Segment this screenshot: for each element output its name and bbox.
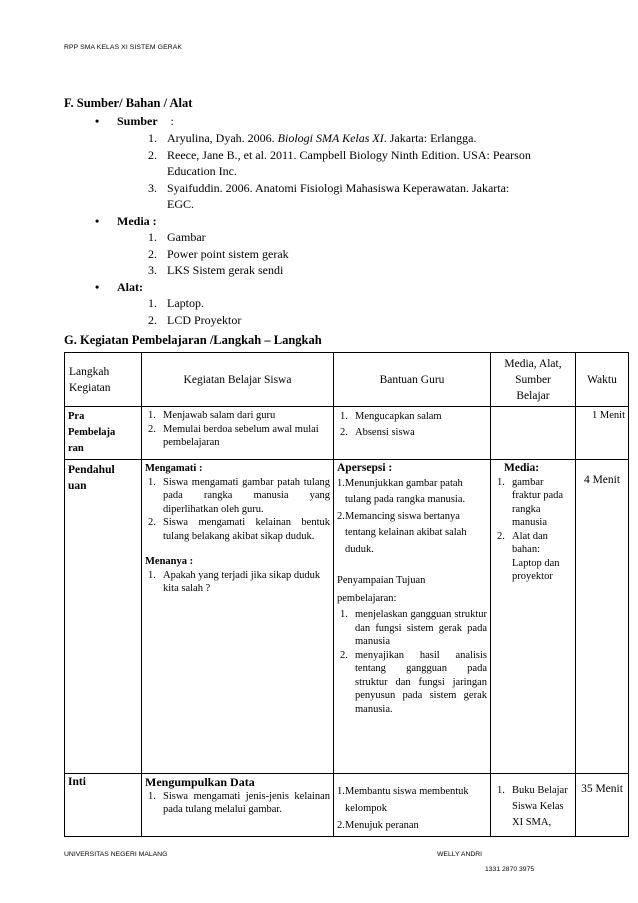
list-item: 1. Membantu siswa membentuk kelompok	[337, 786, 469, 814]
bantuan-inti	[334, 774, 491, 837]
table-row-inti	[65, 774, 629, 837]
media-inti	[491, 774, 576, 837]
sumber-colon: :	[170, 114, 174, 128]
list-item: 1. Menjawab salam dari guru	[148, 410, 276, 421]
header-waktu: Waktu	[576, 353, 629, 407]
footer-nim: 1331 2870 3975	[485, 866, 535, 873]
kegiatan-inti	[142, 774, 334, 837]
list-item: 2. Menujuk peranan	[337, 820, 419, 831]
mengamati-title: Mengamati :	[145, 463, 203, 474]
sumber-label: Sumber	[117, 114, 158, 128]
header-bantuan: Bantuan Guru	[334, 353, 491, 407]
list-item: 1. menjelaskan gangguan struktur dan fungsi sistem gerak pada manusia	[340, 609, 487, 647]
list-item: 1. Menunjukkan gambar patah tulang pada rangka manusia.	[337, 477, 466, 505]
mengumpulkan-title: Mengumpulkan Data	[145, 775, 255, 789]
list-item: 1. gambar fraktur pada rangka manusia	[497, 476, 564, 528]
bullet-icon: •	[95, 114, 100, 128]
header-langkah: Langkah Kegiatan	[65, 353, 142, 407]
list-item: 1. Buku Belajar Siswa Kelas XI SMA,	[497, 785, 568, 828]
kegiatan-pra	[142, 407, 334, 460]
bullet-icon: •	[95, 280, 100, 294]
list-item: 2. Siswa mengamati kelainan bentuk tulang belakang akibat sikap duduk.	[148, 517, 330, 542]
media-label: Media :	[117, 214, 157, 228]
table-row-pra	[65, 407, 629, 460]
tujuan-title: Penyampaian Tujuan pembelajaran:	[337, 575, 426, 604]
bullet-icon: •	[95, 214, 100, 228]
list-item: 2. Memancing siswa bertanya tentang kelainan akibat salah duduk.	[337, 510, 467, 555]
list-item: 2. menyajikan hasil analisis tentang gangguan pada struktur dan fungsi jaringan penyusun pada sistem gerak manusia.	[340, 649, 487, 715]
list-item: 2. Absensi siswa	[340, 427, 415, 438]
table-row-pendahuluan	[65, 460, 629, 774]
list-item: 2. Memulai berdoa sebelum awal mulai pembelajaran	[148, 423, 319, 448]
header-kegiatan: Kegiatan Belajar Siswa	[142, 353, 334, 407]
apersepsi-title: Apersepsi :	[337, 462, 393, 474]
bantuan-pendahuluan	[334, 460, 491, 774]
list-item: 1. Apakah yang terjadi jika sikap duduk kita salah ?	[148, 569, 321, 594]
footer-author: WELLY ANDRI	[437, 851, 483, 858]
running-header: RPP SMA KELAS XI SISTEM GERAK	[64, 44, 182, 51]
kegiatan-pendahuluan	[142, 460, 334, 774]
table-header-row	[65, 353, 629, 407]
alat-label: Alat:	[117, 280, 143, 294]
list-item: 1. Mengucapkan salam	[340, 411, 442, 422]
langkah-inti: Inti	[65, 774, 142, 837]
waktu-inti: 35 Menit	[576, 774, 629, 837]
waktu-pra: 1 Menit	[576, 407, 629, 460]
kegiatan-table	[64, 352, 629, 837]
langkah-pendahuluan: Pendahul uan	[65, 460, 142, 774]
section-g-title: G. Kegiatan Pembelajaran /Langkah – Langkah	[64, 333, 322, 347]
langkah-pra: Pra Pembelaja ran	[65, 407, 142, 460]
waktu-pendahuluan: 4 Menit	[576, 460, 629, 774]
bantuan-pra	[334, 407, 491, 460]
section-f-title: F. Sumber/ Bahan / Alat	[64, 96, 193, 110]
list-item: 2. Alat dan bahan: Laptop dan proyektor	[497, 530, 560, 582]
list-item: 1. Siswa mengamati jenis-jenis kelainan pada tulang melalui gambar.	[148, 790, 330, 815]
media-pra	[491, 407, 576, 460]
menanya-title: Menanya :	[145, 556, 194, 567]
header-media: Media, Alat, Sumber Belajar	[491, 353, 576, 407]
footer-university: UNIVERSITAS NEGERI MALANG	[64, 851, 168, 858]
media-title: Media:	[504, 462, 540, 474]
list-item: 1. Siswa mengamati gambar patah tulang pada rangka manusia yang diperlihatkan oleh guru.	[148, 476, 330, 515]
media-pendahuluan	[491, 460, 576, 774]
